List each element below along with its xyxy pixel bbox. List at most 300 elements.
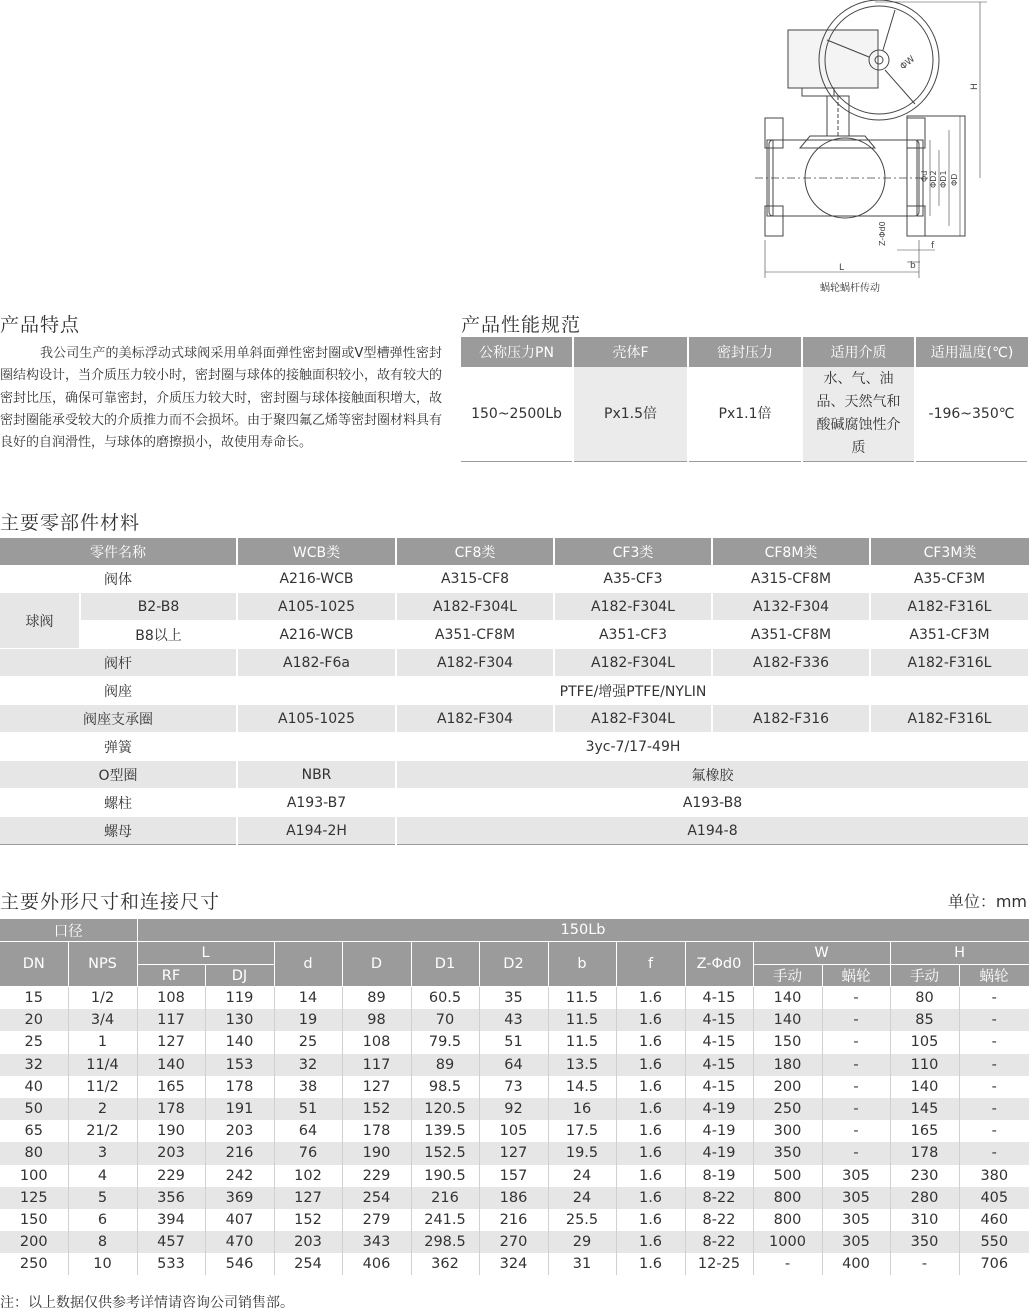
features-title: 产品特点 [0, 314, 81, 336]
table-cell: 394 [137, 1209, 205, 1231]
table-cell: 1.6 [616, 987, 685, 1010]
table-row [0, 1165, 1029, 1187]
table-cell: 1.6 [616, 1009, 685, 1031]
table-cell: 50 [0, 1098, 68, 1120]
table-cell: - [753, 1253, 822, 1275]
table-cell: 350 [753, 1142, 822, 1164]
table-cell: 280 [890, 1187, 959, 1209]
table-cell: 89 [411, 1054, 479, 1076]
table-cell: 140 [890, 1076, 959, 1098]
table-cell: 550 [959, 1231, 1029, 1253]
dim-header-D: D [342, 942, 411, 987]
table-cell: 100 [0, 1165, 68, 1187]
table-cell: 108 [137, 987, 205, 1010]
dim-header-caliber: 口径 [0, 919, 137, 942]
perf-cell-temp: -196~350℃ [915, 367, 1028, 462]
table-cell: 178 [342, 1120, 411, 1142]
performance-title: 产品性能规范 [461, 314, 582, 336]
table-cell: 79.5 [411, 1031, 479, 1053]
table-cell: - [822, 987, 890, 1010]
table-cell: 190 [342, 1142, 411, 1164]
table-cell: 305 [822, 1209, 890, 1231]
table-cell: 2 [68, 1098, 137, 1120]
table-cell: 11.5 [548, 987, 616, 1010]
table-row [0, 1120, 1029, 1142]
table-cell: 241.5 [411, 1209, 479, 1231]
table-cell: 305 [822, 1231, 890, 1253]
mat-cell: A35-CF3M [870, 565, 1029, 593]
diagram-caption: 蜗轮蜗杆传动 [820, 283, 880, 294]
table-cell: 117 [137, 1009, 205, 1031]
table-row [0, 1231, 1029, 1253]
table-cell: 117 [342, 1054, 411, 1076]
table-cell: 51 [479, 1031, 548, 1053]
table-cell: 152 [274, 1209, 342, 1231]
table-cell: 152 [342, 1098, 411, 1120]
mat-cell: A182-F6a [237, 649, 396, 677]
table-cell: 310 [890, 1209, 959, 1231]
table-cell: 400 [822, 1253, 890, 1275]
table-cell: 43 [479, 1009, 548, 1031]
table-cell: 105 [479, 1120, 548, 1142]
mat-cell: A132-F304 [712, 593, 870, 621]
table-cell: 200 [0, 1231, 68, 1253]
table-cell: 16 [548, 1098, 616, 1120]
mat-cell: A182-F316L [870, 705, 1029, 733]
table-cell: 405 [959, 1187, 1029, 1209]
table-cell: 1.6 [616, 1187, 685, 1209]
dim-header-f: f [616, 942, 685, 987]
table-cell: 300 [753, 1120, 822, 1142]
perf-header: 密封压力 [688, 337, 802, 367]
table-cell: 120.5 [411, 1098, 479, 1120]
table-cell: 127 [342, 1076, 411, 1098]
table-cell: 127 [137, 1031, 205, 1053]
dim-header-nps: NPS [68, 942, 137, 987]
table-cell: - [991, 1078, 997, 1095]
perf-header: 公称压力PN [461, 337, 573, 367]
dim-header-w: W [753, 942, 890, 965]
table-cell: 229 [342, 1165, 411, 1187]
table-cell: 80 [0, 1142, 68, 1164]
table-cell: 31 [548, 1253, 616, 1275]
dim-header-h-manual: 手动 [890, 965, 959, 987]
table-cell: 130 [205, 1009, 274, 1031]
table-cell: 127 [274, 1187, 342, 1209]
table-row [0, 1031, 1029, 1053]
table-cell: 14.5 [548, 1076, 616, 1098]
table-cell: 800 [753, 1187, 822, 1209]
table-cell: 460 [980, 1211, 1009, 1228]
mat-cell: 氟橡胶 [396, 761, 1029, 789]
table-cell: 1.6 [616, 1098, 685, 1120]
table-cell: 706 [980, 1256, 1009, 1273]
table-cell: 216 [479, 1209, 548, 1231]
table-cell: 11.5 [548, 1009, 616, 1031]
dim-header-d2: D2 [479, 942, 548, 987]
table-cell: 242 [205, 1165, 274, 1187]
table-cell: 1.6 [616, 1031, 685, 1053]
table-cell: 85 [890, 1009, 959, 1031]
table-cell: 165 [890, 1120, 959, 1142]
dim-header-z: Z-Φd0 [685, 942, 753, 987]
materials-title: 主要零部件材料 [0, 512, 141, 534]
table-cell: - [822, 1054, 890, 1076]
table-cell: 533 [137, 1253, 205, 1275]
perf-cell-shell: Px1.5倍 [573, 367, 688, 462]
dimensions-table [0, 919, 1029, 1275]
table-cell: 65 [0, 1120, 68, 1142]
table-cell: - [822, 1142, 890, 1164]
table-cell: 1.6 [616, 1165, 685, 1187]
table-cell: 76 [274, 1142, 342, 1164]
table-cell: 4-15 [685, 987, 753, 1010]
mat-header: CF8M类 [712, 538, 870, 565]
table-cell: 8-22 [685, 1187, 753, 1209]
table-cell: 4-19 [685, 1120, 753, 1142]
table-cell: - [991, 1034, 997, 1051]
dim-header-w-manual: 手动 [753, 965, 822, 987]
table-cell: 19 [274, 1009, 342, 1031]
table-cell: 10 [68, 1253, 137, 1275]
table-cell: - [822, 1120, 890, 1142]
table-cell: 1.6 [616, 1120, 685, 1142]
mat-cell: A182-F316L [870, 649, 1029, 677]
table-cell: - [890, 1253, 959, 1275]
table-cell: 32 [0, 1054, 68, 1076]
table-cell: 13.5 [548, 1054, 616, 1076]
dim-label-dd: ΦD [950, 173, 959, 186]
dim-header-h-worm: 蜗轮 [959, 965, 1029, 987]
table-cell: 150 [753, 1031, 822, 1053]
dim-header-l: L [137, 942, 274, 965]
table-cell: 4-15 [685, 1009, 753, 1031]
dim-label-d: Φd [920, 170, 929, 182]
table-cell: 119 [205, 987, 274, 1010]
table-cell: 32 [274, 1054, 342, 1076]
table-cell: 110 [890, 1054, 959, 1076]
mat-cell: A182-F316L [870, 593, 1029, 621]
table-cell: 8 [68, 1231, 137, 1253]
table-cell: 1.6 [616, 1231, 685, 1253]
table-row [0, 1054, 1029, 1076]
table-cell: 70 [411, 1009, 479, 1031]
table-cell: 157 [479, 1165, 548, 1187]
table-cell: 24 [548, 1187, 616, 1209]
mat-row-label: 螺母 [0, 817, 237, 845]
dim-header-b: b [548, 942, 616, 987]
mat-row-label: 阀座 [0, 677, 237, 705]
mat-cell: A315-CF8 [396, 565, 554, 593]
mat-row-label: 螺柱 [0, 789, 237, 817]
table-cell: 350 [890, 1231, 959, 1253]
table-cell: 1/2 [68, 987, 137, 1010]
table-cell: 139.5 [411, 1120, 479, 1142]
table-cell: 279 [342, 1209, 411, 1231]
dim-label-f: f [931, 241, 935, 251]
table-cell: - [959, 1054, 1029, 1076]
table-cell: 8-22 [685, 1209, 753, 1231]
table-cell: 250 [753, 1098, 822, 1120]
dim-label-l: L [839, 263, 845, 273]
table-cell: 191 [205, 1098, 274, 1120]
mat-cell: A193-B8 [396, 789, 1029, 817]
mat-cell: A194-2H [237, 817, 396, 845]
table-cell: 3 [68, 1142, 137, 1164]
perf-header: 适用温度(℃) [915, 337, 1028, 367]
table-cell: 4 [68, 1165, 137, 1187]
mat-row-label: B2-B8 [80, 593, 237, 621]
dim-label-b: b [910, 261, 916, 271]
table-cell: 229 [137, 1165, 205, 1187]
features-text: 我公司生产的美标浮动式球阀采用单斜面弹性密封圈或V型槽弹性密封圈结构设计，当介质压力较小时，密封圈与球体的接触面积较小，故有较大的密封比压，确保可靠密封，介质压力较大时，密封圈与球体接触面积增大，故密封圈能承受较大的介质推力而不会损坏。由于聚四氟乙烯等密封圈材料具有良好的自润滑性，与球体的磨擦损小，故使用寿命长。 [0, 346, 443, 451]
table-cell: 254 [342, 1187, 411, 1209]
table-cell: 35 [479, 987, 548, 1010]
mat-cell: NBR [237, 761, 396, 789]
mat-cell: A182-F304 [396, 649, 554, 677]
table-row [0, 1009, 1029, 1031]
mat-row-label: B8以上 [80, 621, 237, 649]
table-cell: 21/2 [68, 1120, 137, 1142]
table-cell: 254 [274, 1253, 342, 1275]
table-cell: 98 [342, 1009, 411, 1031]
table-cell: 125 [0, 1187, 68, 1209]
table-cell: 180 [753, 1054, 822, 1076]
table-cell: - [959, 1142, 1029, 1164]
table-cell: 6 [68, 1209, 137, 1231]
table-cell: 305 [822, 1165, 890, 1187]
mat-row-label: 弹簧 [0, 733, 237, 761]
table-row [0, 987, 1029, 1010]
dim-header-d1: D1 [411, 942, 479, 987]
table-cell: 203 [205, 1120, 274, 1142]
dim-header-h: H [890, 942, 1029, 965]
table-cell: 324 [479, 1253, 548, 1275]
table-cell: 150 [0, 1209, 68, 1231]
table-cell: 19.5 [548, 1142, 616, 1164]
mat-cell: A194-8 [396, 817, 1029, 845]
materials-table [0, 538, 1029, 845]
table-cell: - [822, 1009, 890, 1031]
mat-row-label: 阀座支承圈 [0, 705, 237, 733]
table-cell: 51 [274, 1098, 342, 1120]
mat-cell: A182-F316 [712, 705, 870, 733]
perf-cell-medium: 水、气、油品、天然气和酸碱腐蚀性介质 [802, 367, 915, 462]
perf-cell-pressure: 150~2500Lb [461, 367, 573, 462]
dim-header-class: 150Lb [137, 919, 1029, 942]
dim-label-w: ΦW [898, 54, 918, 73]
mat-header: CF8类 [396, 538, 554, 565]
footnote: 注：以上数据仅供参考详情请咨询公司销售部。 [0, 1295, 294, 1311]
table-cell: 140 [753, 1009, 822, 1031]
table-cell: 153 [205, 1054, 274, 1076]
dimensions-body [0, 987, 1029, 1276]
table-row [0, 1253, 1029, 1275]
table-cell: 1000 [753, 1231, 822, 1253]
performance-table [461, 337, 1029, 462]
dim-label-d2: ΦD2 [929, 170, 938, 188]
table-cell: 305 [822, 1187, 890, 1209]
table-cell: 1.6 [616, 1076, 685, 1098]
dim-header-rf: RF [137, 965, 205, 987]
table-cell: - [991, 990, 997, 1007]
mat-row-label: 阀杆 [0, 649, 237, 677]
table-cell: 4-15 [685, 1031, 753, 1053]
table-cell: 216 [411, 1187, 479, 1209]
table-cell: 145 [890, 1098, 959, 1120]
mat-cell: A216-WCB [237, 565, 396, 593]
table-cell: 380 [980, 1167, 1009, 1184]
dim-header-dn: DN [0, 942, 68, 987]
perf-header: 壳体F [573, 337, 688, 367]
mat-cell: A182-F304 [396, 705, 554, 733]
table-cell: 24 [548, 1165, 616, 1187]
table-cell: 64 [274, 1120, 342, 1142]
mat-cell: A351-CF8M [712, 621, 870, 649]
dim-label-h: H [970, 83, 980, 90]
table-cell: 190.5 [411, 1165, 479, 1187]
table-cell: 178 [205, 1076, 274, 1098]
table-cell: 140 [205, 1031, 274, 1053]
dim-header-dj: DJ [205, 965, 274, 987]
mat-cell: A182-F304L [554, 649, 712, 677]
mat-cell: A105-1025 [237, 705, 396, 733]
table-cell: 38 [274, 1076, 342, 1098]
table-cell: 64 [479, 1054, 548, 1076]
table-row [0, 1142, 1029, 1164]
table-cell: 17.5 [548, 1120, 616, 1142]
mat-cell: A182-F304L [554, 705, 712, 733]
mat-row-label: O型圈 [0, 761, 237, 789]
table-cell: 73 [479, 1076, 548, 1098]
table-cell: 102 [274, 1165, 342, 1187]
mat-cell: A193-B7 [237, 789, 396, 817]
table-cell: 1.6 [616, 1209, 685, 1231]
table-cell: 140 [137, 1054, 205, 1076]
table-cell: 15 [0, 987, 68, 1010]
mat-cell: A182-F304L [554, 593, 712, 621]
table-cell: - [822, 1076, 890, 1098]
table-cell: 5 [68, 1187, 137, 1209]
mat-cell: A35-CF3 [554, 565, 712, 593]
table-cell: 29 [548, 1231, 616, 1253]
table-cell: 25 [0, 1031, 68, 1053]
table-row [0, 1209, 1029, 1231]
dim-label-d1: ΦD1 [939, 170, 948, 188]
mat-group-label: 球阀 [0, 593, 80, 649]
dim-header-d: d [274, 942, 342, 987]
table-cell: 1 [68, 1031, 137, 1053]
table-cell: 178 [137, 1098, 205, 1120]
dimensions-title: 主要外形尺寸和连接尺寸 [0, 891, 221, 913]
table-cell: 1.6 [616, 1054, 685, 1076]
table-cell: 298.5 [411, 1231, 479, 1253]
table-cell: 457 [137, 1231, 205, 1253]
table-cell: 4-15 [685, 1076, 753, 1098]
table-row [0, 1076, 1029, 1098]
mat-header: CF3M类 [870, 538, 1029, 565]
table-cell: 546 [205, 1253, 274, 1275]
table-cell: 11.5 [548, 1031, 616, 1053]
mat-cell: A182-F336 [712, 649, 870, 677]
dim-label-z: Z-Φd0 [878, 221, 887, 246]
table-cell: 152.5 [411, 1142, 479, 1164]
table-cell: 190 [137, 1120, 205, 1142]
mat-row-label: 阀体 [0, 565, 237, 593]
table-cell: 92 [479, 1098, 548, 1120]
table-cell: 4-15 [685, 1054, 753, 1076]
table-row [0, 1187, 1029, 1209]
table-cell: 470 [205, 1231, 274, 1253]
table-cell: 11/4 [68, 1054, 137, 1076]
table-cell: 343 [342, 1231, 411, 1253]
table-cell: 60.5 [411, 987, 479, 1010]
table-cell: 4-19 [685, 1098, 753, 1120]
dim-header-w-worm: 蜗轮 [822, 965, 890, 987]
table-cell: 11/2 [68, 1076, 137, 1098]
table-cell: 165 [137, 1076, 205, 1098]
mat-cell: A182-F304L [396, 593, 554, 621]
table-cell: 1.6 [616, 1142, 685, 1164]
table-cell: 8-19 [685, 1165, 753, 1187]
table-cell: - [959, 1098, 1029, 1120]
mat-cell: A216-WCB [237, 621, 396, 649]
table-cell: 178 [890, 1142, 959, 1164]
table-cell: 500 [753, 1165, 822, 1187]
table-cell: 25.5 [548, 1209, 616, 1231]
table-cell: - [991, 1123, 997, 1140]
mat-cell: A351-CF8M [396, 621, 554, 649]
table-cell: 89 [342, 987, 411, 1010]
table-cell: 3/4 [68, 1009, 137, 1031]
mat-cell: A315-CF8M [712, 565, 870, 593]
table-cell: 140 [753, 987, 822, 1010]
table-cell: 20 [0, 1009, 68, 1031]
table-cell: 270 [479, 1231, 548, 1253]
table-cell: 14 [274, 987, 342, 1010]
table-cell: 1.6 [616, 1253, 685, 1275]
table-cell: - [822, 1031, 890, 1053]
unit-label: 单位：mm [947, 892, 1027, 911]
table-cell: 369 [205, 1187, 274, 1209]
table-cell: 216 [205, 1142, 274, 1164]
mat-cell: A351-CF3M [870, 621, 1029, 649]
table-cell: 800 [753, 1209, 822, 1231]
table-cell: 230 [890, 1165, 959, 1187]
table-cell: 8-22 [685, 1231, 753, 1253]
mat-cell: 3yc-7/17-49H [237, 733, 1029, 761]
mat-cell: PTFE/增强PTFE/NYLIN [237, 677, 1029, 705]
mat-cell: A105-1025 [237, 593, 396, 621]
table-cell: 250 [0, 1253, 68, 1275]
table-cell: 127 [479, 1142, 548, 1164]
mat-header: 零件名称 [0, 538, 237, 565]
table-cell: - [959, 1009, 1029, 1031]
perf-cell-seal: Px1.1倍 [688, 367, 802, 462]
table-cell: 203 [137, 1142, 205, 1164]
table-cell: - [822, 1098, 890, 1120]
table-cell: 80 [890, 987, 959, 1010]
table-cell: 4-19 [685, 1142, 753, 1164]
table-cell: 200 [753, 1076, 822, 1098]
table-cell: 25 [274, 1031, 342, 1053]
table-cell: 356 [137, 1187, 205, 1209]
table-cell: 407 [205, 1209, 274, 1231]
mat-header: CF3类 [554, 538, 712, 565]
table-cell: 362 [411, 1253, 479, 1275]
table-cell: 40 [0, 1076, 68, 1098]
table-cell: 12-25 [685, 1253, 753, 1275]
